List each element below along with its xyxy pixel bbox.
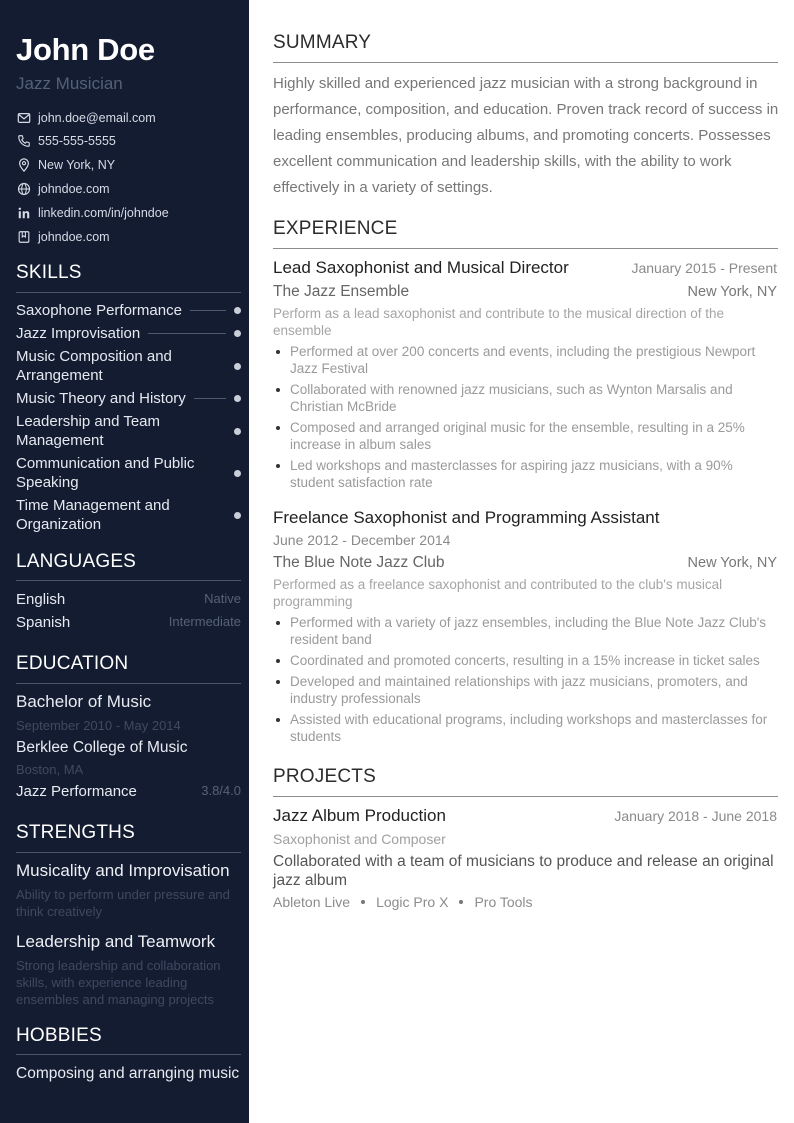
- job-bullet-text: Assisted with educational programs, including workshops and masterclasses for students: [290, 712, 768, 744]
- hobby-item: Composing and arranging music: [16, 1065, 240, 1082]
- job-bullet: [273, 381, 778, 415]
- skill-item: [16, 454, 216, 492]
- summary-text: Highly skilled and experienced jazz musician with a strong background in performance, composition, and education. Proven track record of success in leading ensembles, producing albums, and promoting concerts. Possesses excellent communication and leadership skills, with the ability to work effectively in a variety of settings.: [273, 75, 779, 196]
- skill-item: [16, 324, 234, 343]
- skill-dot: [234, 395, 241, 402]
- language-item: [16, 614, 241, 631]
- job-organization: The Blue Note Jazz Club: [273, 554, 445, 571]
- job-bullet: [273, 652, 778, 669]
- hobbies-heading: HOBBIES: [16, 1025, 102, 1046]
- education-heading: EDUCATION: [16, 653, 129, 674]
- summary-divider: [273, 62, 778, 63]
- contact-website-text: johndoe.com: [38, 182, 110, 196]
- linkedin-icon: [16, 205, 32, 221]
- contact-email[interactable]: [16, 109, 156, 127]
- projects-heading: PROJECTS: [273, 766, 376, 787]
- skill-label: Saxophone Performance: [16, 302, 182, 319]
- project-tool: Pro Tools: [474, 894, 533, 910]
- job-title: Lead Saxophonist and Musical Director: [273, 258, 569, 277]
- job-organization: The Jazz Ensemble: [273, 283, 410, 300]
- project-dates: January 2018 - June 2018: [614, 808, 777, 824]
- candidate-name: John Doe: [16, 32, 155, 67]
- sidebar: [0, 0, 249, 1123]
- skill-item: [16, 301, 234, 320]
- skills-heading: SKILLS: [16, 262, 82, 283]
- project-tool: Ableton Live: [273, 894, 351, 910]
- strength-desc: Ability to perform under pressure and think creatively: [16, 887, 230, 919]
- skill-dot: [234, 470, 241, 477]
- education-degree: Bachelor of Music: [16, 692, 152, 711]
- job-bullet: [273, 419, 778, 453]
- education-field-row: [16, 783, 241, 800]
- languages-heading: LANGUAGES: [16, 551, 137, 572]
- job-dates: January 2015 - Present: [631, 260, 777, 276]
- contact-portfolio[interactable]: [16, 228, 110, 246]
- skill-item: [16, 412, 176, 450]
- language-level: Native: [204, 591, 241, 606]
- skills-divider: [16, 292, 241, 293]
- job-bullet-text: Performed with a variety of jazz ensembles, including the Blue Note Jazz Club's resident band: [290, 615, 767, 647]
- skill-dot: [234, 512, 241, 519]
- strengths-heading: STRENGTHS: [16, 822, 135, 843]
- education-location: Boston, MA: [16, 762, 84, 777]
- strength-desc: Strong leadership and collaboration skills, with experience leading ensembles and managing projects: [16, 958, 221, 1007]
- skill-dot: [234, 307, 241, 314]
- projects-divider: [273, 796, 778, 797]
- main-content: [249, 0, 794, 1123]
- contact-linkedin[interactable]: [16, 204, 169, 222]
- languages-divider: [16, 580, 241, 581]
- skill-dot: [234, 363, 241, 370]
- skill-dot: [234, 428, 241, 435]
- job-bullet: [273, 343, 778, 377]
- education-school: Berklee College of Music: [16, 739, 188, 756]
- email-icon: [16, 110, 32, 126]
- skill-label: Jazz Improvisation: [16, 325, 141, 342]
- skill-dot: [234, 330, 241, 337]
- skill-label: Music Theory and History: [16, 390, 186, 407]
- contact-location-text: New York, NY: [38, 158, 116, 172]
- globe-icon: [16, 181, 32, 197]
- candidate-role: Jazz Musician: [16, 74, 123, 93]
- bookmark-icon: [16, 229, 32, 245]
- job-bullet: [273, 673, 778, 707]
- job-bullet-text: Developed and maintained relationships with jazz musicians, promoters, and industry professionals: [290, 674, 748, 706]
- contact-website[interactable]: [16, 180, 110, 198]
- project-role: Saxophonist and Composer: [273, 831, 446, 847]
- summary-heading: SUMMARY: [273, 32, 372, 53]
- job-title: Freelance Saxophonist and Programming Assistant: [273, 508, 660, 527]
- job-bullet-text: Coordinated and promoted concerts, resulting in a 15% increase in ticket sales: [290, 653, 760, 668]
- contact-phone-text: 555-555-5555: [38, 134, 116, 148]
- job-bullet: [273, 711, 778, 745]
- skill-label: Leadership and Team Management: [16, 413, 160, 449]
- skill-item: [16, 347, 216, 385]
- experience-heading: EXPERIENCE: [273, 218, 398, 239]
- strength-title: Musicality and Improvisation: [16, 861, 230, 880]
- strengths-divider: [16, 852, 241, 853]
- skill-label: Time Management and Organization: [16, 497, 170, 533]
- job-dates: June 2012 - December 2014: [273, 532, 451, 548]
- strength-title: Leadership and Teamwork: [16, 932, 216, 951]
- contact-email-text: john.doe@email.com: [38, 111, 156, 125]
- hobbies-divider: [16, 1054, 241, 1055]
- language-name: English: [16, 591, 66, 608]
- job-description: Performed as a freelance saxophonist and contributed to the club's musical programming: [273, 577, 723, 609]
- contact-portfolio-text: johndoe.com: [38, 230, 110, 244]
- project-title: Jazz Album Production: [273, 806, 446, 825]
- language-level: Intermediate: [168, 614, 241, 629]
- job-bullet-text: Collaborated with renowned jazz musicians, such as Wynton Marsalis and Christian McBride: [290, 382, 733, 414]
- job-bullet-text: Led workshops and masterclasses for aspiring jazz musicians, with a 90% student satisfaction rate: [290, 458, 733, 490]
- experience-divider: [273, 248, 778, 249]
- skill-label: Music Composition and Arrangement: [16, 348, 172, 384]
- education-divider: [16, 683, 241, 684]
- education-gpa: 3.8/4.0: [201, 783, 241, 798]
- job-location: New York, NY: [687, 284, 777, 300]
- job-bullet: [273, 614, 778, 648]
- project-tool: Logic Pro X: [376, 894, 449, 910]
- project-description: Collaborated with a team of musicians to produce and release an original jazz album: [273, 853, 774, 889]
- skill-item: [16, 496, 181, 534]
- contact-location: [16, 156, 115, 174]
- job-location: New York, NY: [687, 555, 777, 571]
- education-dates: September 2010 - May 2014: [16, 718, 181, 733]
- project-tools: [273, 894, 533, 910]
- phone-icon: [16, 133, 32, 149]
- skill-label: Communication and Public Speaking: [16, 455, 195, 491]
- job-bullet-text: Composed and arranged original music for the ensemble, resulting in a 25% increase in album sales: [290, 420, 745, 452]
- job-description: Perform as a lead saxophonist and contribute to the musical direction of the ensemble: [273, 306, 725, 338]
- education-field: Jazz Performance: [16, 783, 137, 800]
- job-bullet: [273, 457, 778, 491]
- location-icon: [16, 157, 32, 173]
- job-bullet-text: Performed at over 200 concerts and events, including the prestigious Newport Jazz Festival: [290, 344, 756, 376]
- language-name: Spanish: [16, 614, 71, 631]
- skill-item: [16, 389, 234, 408]
- language-item: [16, 591, 241, 608]
- contact-linkedin-text: linkedin.com/in/johndoe: [38, 206, 169, 220]
- contact-phone[interactable]: [16, 132, 116, 150]
